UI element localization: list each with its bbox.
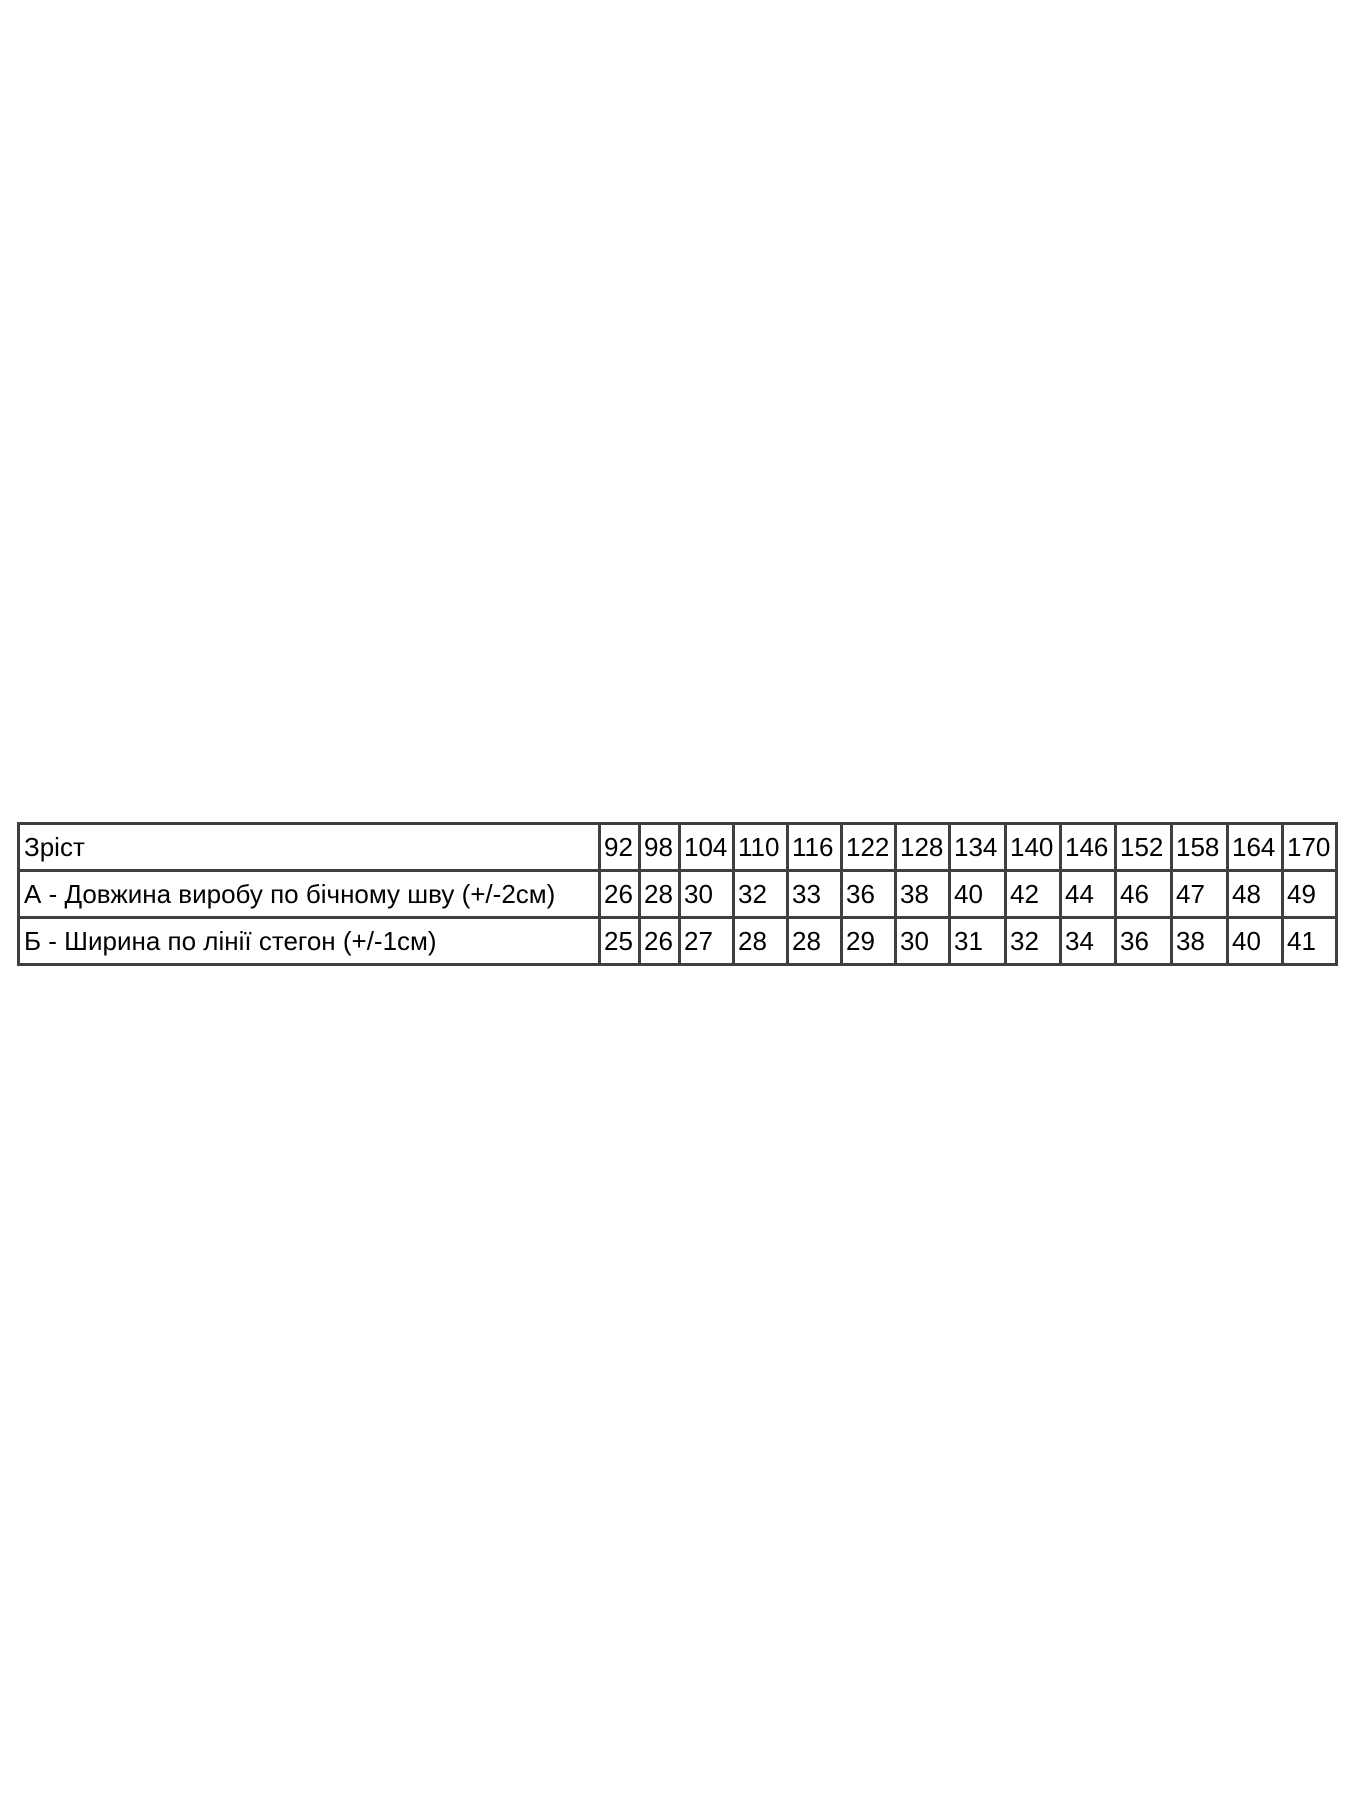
table-cell: 38 — [896, 871, 950, 918]
table-cell: 40 — [1228, 918, 1283, 965]
length-row — [19, 871, 1337, 918]
size-chart-body — [19, 824, 1337, 965]
table-cell: 32 — [1006, 918, 1061, 965]
table-cell: 128 — [896, 824, 950, 871]
table-cell: 34 — [1061, 918, 1116, 965]
row-label: Б - Ширина по лінії стегон (+/-1см) — [19, 918, 600, 965]
table-cell: 170 — [1283, 824, 1337, 871]
table-cell: 25 — [600, 918, 640, 965]
table-cell: 40 — [950, 871, 1006, 918]
table-cell: 48 — [1228, 871, 1283, 918]
row-label: Зріст — [19, 824, 600, 871]
table-cell: 41 — [1283, 918, 1337, 965]
table-cell: 140 — [1006, 824, 1061, 871]
table-cell: 30 — [680, 871, 734, 918]
table-cell: 152 — [1116, 824, 1172, 871]
table-cell: 116 — [788, 824, 842, 871]
table-cell: 122 — [842, 824, 896, 871]
size-chart-table — [17, 822, 1338, 966]
table-cell: 92 — [600, 824, 640, 871]
table-cell: 28 — [640, 871, 680, 918]
table-cell: 134 — [950, 824, 1006, 871]
table-cell: 110 — [734, 824, 788, 871]
table-cell: 32 — [734, 871, 788, 918]
table-cell: 28 — [788, 918, 842, 965]
height-row — [19, 824, 1337, 871]
table-cell: 26 — [600, 871, 640, 918]
table-cell: 164 — [1228, 824, 1283, 871]
table-cell: 104 — [680, 824, 734, 871]
table-cell: 146 — [1061, 824, 1116, 871]
table-cell: 38 — [1172, 918, 1228, 965]
table-cell: 42 — [1006, 871, 1061, 918]
table-cell: 98 — [640, 824, 680, 871]
row-label: А - Довжина виробу по бічному шву (+/-2см) — [19, 871, 600, 918]
table-cell: 30 — [896, 918, 950, 965]
table-cell: 49 — [1283, 871, 1337, 918]
table-cell: 33 — [788, 871, 842, 918]
table-cell: 46 — [1116, 871, 1172, 918]
table-cell: 36 — [1116, 918, 1172, 965]
table-cell: 26 — [640, 918, 680, 965]
table-cell: 27 — [680, 918, 734, 965]
table-cell: 36 — [842, 871, 896, 918]
table-cell: 44 — [1061, 871, 1116, 918]
table-cell: 28 — [734, 918, 788, 965]
hip-width-row — [19, 918, 1337, 965]
table-cell: 29 — [842, 918, 896, 965]
table-cell: 31 — [950, 918, 1006, 965]
table-cell: 47 — [1172, 871, 1228, 918]
table-cell: 158 — [1172, 824, 1228, 871]
